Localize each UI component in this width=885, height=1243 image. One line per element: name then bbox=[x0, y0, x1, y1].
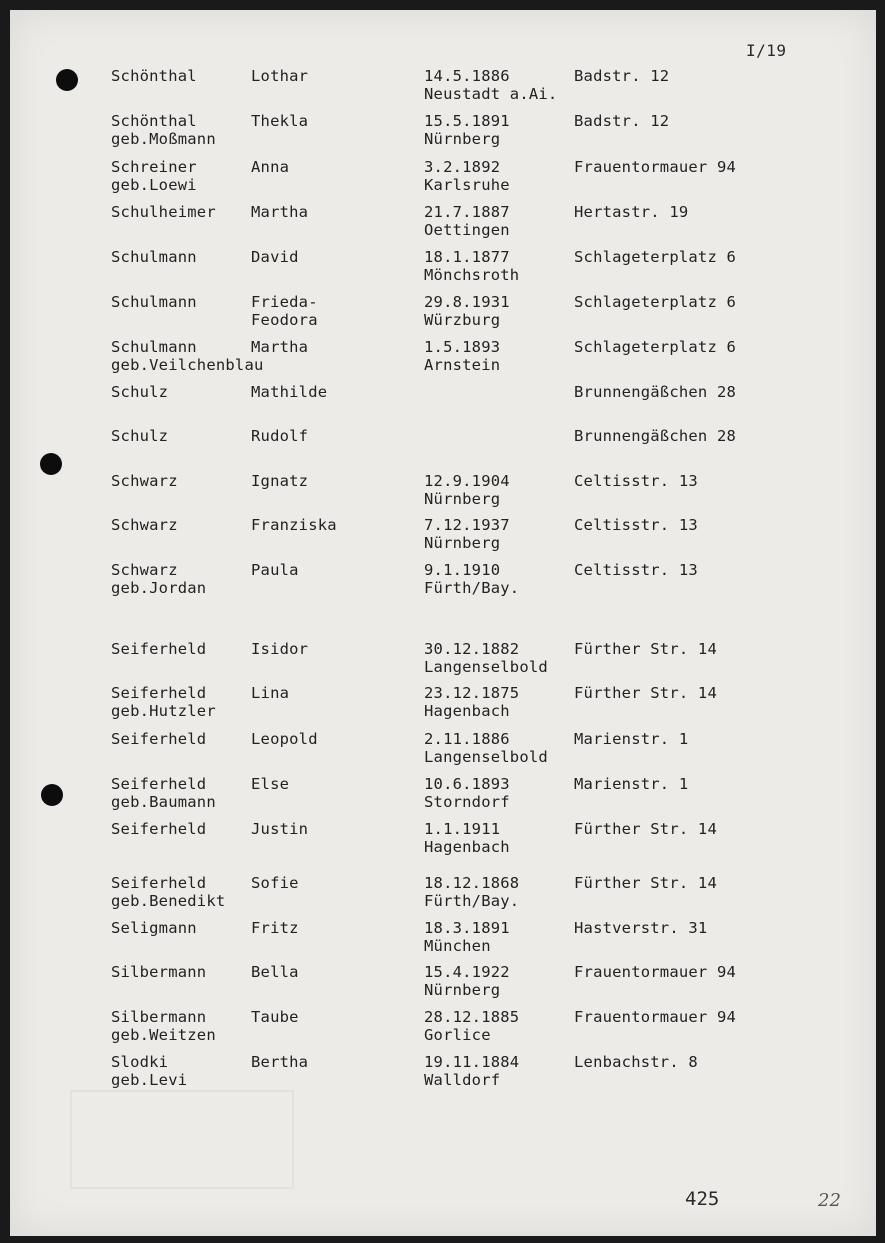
birth-date: 21.7.1887 bbox=[424, 203, 510, 221]
birth-place: Gorlice bbox=[424, 1026, 491, 1044]
surname: Schulz bbox=[111, 383, 169, 401]
surname: Seiferheld bbox=[111, 684, 207, 702]
address: Lenbachstr. 8 bbox=[574, 1053, 698, 1071]
surname: Seligmann bbox=[111, 919, 197, 937]
given-name: Leopold bbox=[251, 730, 318, 748]
given-name: Fritz bbox=[251, 919, 299, 937]
birth-date: 15.4.1922 bbox=[424, 963, 510, 981]
document-page bbox=[10, 10, 876, 1236]
list-entry bbox=[10, 67, 876, 111]
given-name: Lothar bbox=[251, 67, 309, 85]
list-entry bbox=[10, 919, 876, 963]
surname: Seiferheld bbox=[111, 874, 207, 892]
list-entry bbox=[10, 248, 876, 292]
list-entry bbox=[10, 383, 876, 427]
birth-place: Walldorf bbox=[424, 1071, 501, 1089]
given-name: Bertha bbox=[251, 1053, 309, 1071]
address: Fürther Str. 14 bbox=[574, 820, 717, 838]
birth-place: Mönchsroth bbox=[424, 266, 520, 284]
address: Schlageterplatz 6 bbox=[574, 248, 737, 266]
birth-place: Oettingen bbox=[424, 221, 510, 239]
birth-date: 3.2.1892 bbox=[424, 158, 501, 176]
list-entry bbox=[10, 775, 876, 819]
birth-place: Hagenbach bbox=[424, 702, 510, 720]
address: Schlageterplatz 6 bbox=[574, 338, 737, 356]
address: Badstr. 12 bbox=[574, 112, 670, 130]
list-entry bbox=[10, 874, 876, 918]
birth-place: Würzburg bbox=[424, 311, 501, 329]
surname: Silbermann bbox=[111, 1008, 207, 1026]
list-entry bbox=[10, 112, 876, 156]
surname: Slodki bbox=[111, 1053, 169, 1071]
address: Brunnengäßchen 28 bbox=[574, 427, 737, 445]
address: Frauentormauer 94 bbox=[574, 1008, 737, 1026]
maiden-name: geb.Veilchenblau bbox=[111, 356, 264, 374]
birth-date: 23.12.1875 bbox=[424, 684, 520, 702]
surname: Seiferheld bbox=[111, 730, 207, 748]
given-name: Martha bbox=[251, 338, 309, 356]
given-name: Justin bbox=[251, 820, 309, 838]
handwritten-number: 22 bbox=[818, 1190, 841, 1211]
list-entry bbox=[10, 158, 876, 202]
list-entry bbox=[10, 203, 876, 247]
birth-place: Storndorf bbox=[424, 793, 510, 811]
surname: Schwarz bbox=[111, 561, 178, 579]
birth-place: Nürnberg bbox=[424, 490, 501, 508]
surname: Seiferheld bbox=[111, 820, 207, 838]
address: Celtisstr. 13 bbox=[574, 472, 698, 490]
surname: Schulmann bbox=[111, 293, 197, 311]
surname: Schönthal bbox=[111, 67, 197, 85]
surname: Schulmann bbox=[111, 338, 197, 356]
given-name: Ignatz bbox=[251, 472, 309, 490]
list-entry bbox=[10, 1008, 876, 1052]
birth-place: Nürnberg bbox=[424, 130, 501, 148]
list-entry bbox=[10, 640, 876, 684]
list-entry bbox=[10, 293, 876, 337]
list-entry bbox=[10, 516, 876, 560]
birth-place: Fürth/Bay. bbox=[424, 892, 520, 910]
given-name: Paula bbox=[251, 561, 299, 579]
list-entry bbox=[10, 427, 876, 471]
given-name-continued: Feodora bbox=[251, 311, 318, 329]
birth-place: Arnstein bbox=[424, 356, 501, 374]
address: Frauentormauer 94 bbox=[574, 158, 737, 176]
surname: Silbermann bbox=[111, 963, 207, 981]
birth-place: Karlsruhe bbox=[424, 176, 510, 194]
address: Marienstr. 1 bbox=[574, 730, 689, 748]
surname: Schreiner bbox=[111, 158, 197, 176]
given-name: Rudolf bbox=[251, 427, 309, 445]
maiden-name: geb.Moßmann bbox=[111, 130, 216, 148]
birth-date: 18.1.1877 bbox=[424, 248, 510, 266]
address: Hastverstr. 31 bbox=[574, 919, 708, 937]
birth-date: 9.1.1910 bbox=[424, 561, 501, 579]
surname: Schulheimer bbox=[111, 203, 216, 221]
address: Frauentormauer 94 bbox=[574, 963, 737, 981]
birth-date: 18.3.1891 bbox=[424, 919, 510, 937]
birth-date: 28.12.1885 bbox=[424, 1008, 520, 1026]
page-number: 425 bbox=[685, 1188, 720, 1210]
birth-place: München bbox=[424, 937, 491, 955]
birth-date: 2.11.1886 bbox=[424, 730, 510, 748]
given-name: Else bbox=[251, 775, 290, 793]
birth-date: 18.12.1868 bbox=[424, 874, 520, 892]
maiden-name: geb.Baumann bbox=[111, 793, 216, 811]
address: Brunnengäßchen 28 bbox=[574, 383, 737, 401]
birth-place: Langenselbold bbox=[424, 658, 548, 676]
birth-date: 12.9.1904 bbox=[424, 472, 510, 490]
address: Celtisstr. 13 bbox=[574, 516, 698, 534]
given-name: Taube bbox=[251, 1008, 299, 1026]
maiden-name: geb.Loewi bbox=[111, 176, 197, 194]
birth-date: 1.1.1911 bbox=[424, 820, 501, 838]
list-entry bbox=[10, 472, 876, 516]
birth-place: Langenselbold bbox=[424, 748, 548, 766]
address: Marienstr. 1 bbox=[574, 775, 689, 793]
address: Schlageterplatz 6 bbox=[574, 293, 737, 311]
surname: Schulz bbox=[111, 427, 169, 445]
given-name: Thekla bbox=[251, 112, 309, 130]
faint-stamp-mark bbox=[70, 1090, 294, 1189]
birth-date: 19.11.1884 bbox=[424, 1053, 520, 1071]
maiden-name: geb.Weitzen bbox=[111, 1026, 216, 1044]
given-name: Frieda- bbox=[251, 293, 318, 311]
given-name: Franziska bbox=[251, 516, 337, 534]
birth-date: 29.8.1931 bbox=[424, 293, 510, 311]
given-name: Sofie bbox=[251, 874, 299, 892]
surname: Schwarz bbox=[111, 516, 178, 534]
birth-place: Neustadt a.Ai. bbox=[424, 85, 558, 103]
address: Badstr. 12 bbox=[574, 67, 670, 85]
list-entry bbox=[10, 730, 876, 774]
maiden-name: geb.Hutzler bbox=[111, 702, 216, 720]
surname: Seiferheld bbox=[111, 640, 207, 658]
list-entry bbox=[10, 561, 876, 605]
surname: Schulmann bbox=[111, 248, 197, 266]
surname: Seiferheld bbox=[111, 775, 207, 793]
birth-date: 14.5.1886 bbox=[424, 67, 510, 85]
page-id: I/19 bbox=[746, 41, 787, 60]
birth-date: 10.6.1893 bbox=[424, 775, 510, 793]
address: Fürther Str. 14 bbox=[574, 684, 717, 702]
birth-date: 7.12.1937 bbox=[424, 516, 510, 534]
birth-place: Hagenbach bbox=[424, 838, 510, 856]
list-entry bbox=[10, 963, 876, 1007]
maiden-name: geb.Levi bbox=[111, 1071, 188, 1089]
address: Fürther Str. 14 bbox=[574, 874, 717, 892]
list-entry bbox=[10, 338, 876, 382]
surname: Schwarz bbox=[111, 472, 178, 490]
maiden-name: geb.Benedikt bbox=[111, 892, 226, 910]
birth-date: 1.5.1893 bbox=[424, 338, 501, 356]
given-name: Bella bbox=[251, 963, 299, 981]
maiden-name: geb.Jordan bbox=[111, 579, 207, 597]
given-name: Mathilde bbox=[251, 383, 328, 401]
address: Celtisstr. 13 bbox=[574, 561, 698, 579]
list-entry bbox=[10, 1053, 876, 1097]
list-entry bbox=[10, 820, 876, 864]
surname: Schönthal bbox=[111, 112, 197, 130]
given-name: Martha bbox=[251, 203, 309, 221]
given-name: David bbox=[251, 248, 299, 266]
birth-place: Nürnberg bbox=[424, 981, 501, 999]
birth-place: Nürnberg bbox=[424, 534, 501, 552]
given-name: Anna bbox=[251, 158, 290, 176]
list-entry bbox=[10, 684, 876, 728]
birth-date: 30.12.1882 bbox=[424, 640, 520, 658]
birth-place: Fürth/Bay. bbox=[424, 579, 520, 597]
address: Hertastr. 19 bbox=[574, 203, 689, 221]
given-name: Lina bbox=[251, 684, 290, 702]
birth-date: 15.5.1891 bbox=[424, 112, 510, 130]
address: Fürther Str. 14 bbox=[574, 640, 717, 658]
given-name: Isidor bbox=[251, 640, 309, 658]
